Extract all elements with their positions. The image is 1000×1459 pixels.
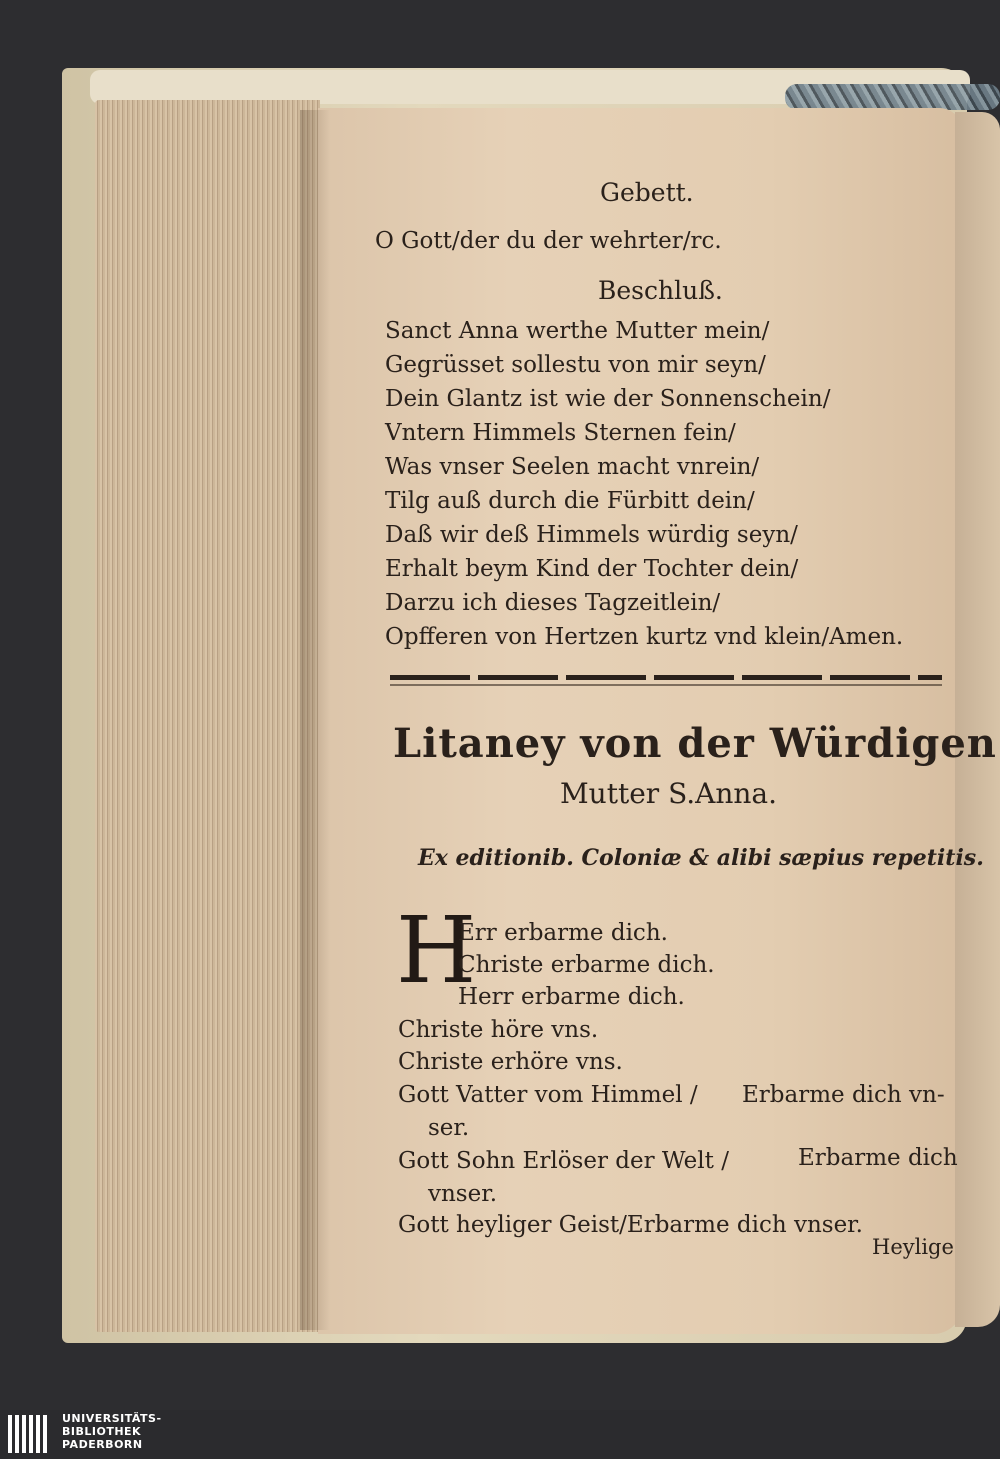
conclusion-heading: Beschluß. — [598, 276, 723, 305]
library-footer — [0, 1410, 1000, 1459]
litany-line: vnser. — [428, 1181, 497, 1207]
headband — [785, 84, 1000, 110]
edition-note: Ex editionib. Coloniæ & alibi sæpius repetitis. — [418, 845, 984, 871]
catchword: Heylige — [872, 1235, 954, 1259]
prayer-line: O Gott/der du der wehrter/rc. — [375, 228, 722, 254]
litany-line: Christe erhöre vns. — [398, 1049, 623, 1075]
verse-line: Tilg auß durch die Fürbitt dein/ — [385, 488, 755, 514]
verse-line: Was vnser Seelen macht vnrein/ — [385, 454, 760, 480]
verse-line: Vntern Himmels Sternen fein/ — [385, 420, 736, 446]
verse-line: Opfferen von Hertzen kurtz vnd klein/Amen. — [385, 624, 904, 650]
litany-response: Erbarme dich vn- — [742, 1082, 945, 1108]
ornamental-rule — [390, 675, 942, 680]
gutter-shadow — [300, 110, 330, 1330]
verse-line: Daß wir deß Himmels würdig seyn/ — [385, 522, 798, 548]
litany-line: Christe höre vns. — [398, 1017, 599, 1043]
litany-line: Herr erbarme dich. — [458, 984, 685, 1010]
page-header: Gebett. — [600, 178, 694, 207]
library-logo-icon — [8, 1415, 50, 1453]
litany-line: ser. — [428, 1115, 470, 1141]
verse-line: Dein Glantz ist wie der Sonnenschein/ — [385, 386, 831, 412]
verse-line: Darzu ich dieses Tagzeitlein/ — [385, 590, 721, 616]
library-name-line: BIBLIOTHEK — [62, 1425, 142, 1438]
verse-line: Sanct Anna werthe Mutter mein/ — [385, 318, 770, 344]
litany-title: Litaney von der Würdigen — [393, 720, 997, 767]
litany-line: Gott Vatter vom Himmel / — [398, 1082, 698, 1108]
litany-line: Christe erbarme dich. — [458, 952, 715, 978]
page-edges — [95, 100, 320, 1332]
library-name-line: UNIVERSITÄTS- — [62, 1412, 162, 1425]
verse-line: Erhalt beym Kind der Tochter dein/ — [385, 556, 799, 582]
drop-cap-initial: H — [396, 897, 477, 1004]
verse-line: Gegrüsset sollestu von mir seyn/ — [385, 352, 766, 378]
ornamental-rule-underline — [390, 684, 942, 686]
litany-line: Gott Sohn Erlöser der Welt / — [398, 1148, 729, 1174]
litany-response: Erbarme dich — [798, 1145, 958, 1171]
library-name-line: PADERBORN — [62, 1438, 143, 1451]
litany-line: Gott heyliger Geist/Erbarme dich vnser. — [398, 1212, 863, 1238]
litany-subtitle: Mutter S.Anna. — [560, 777, 778, 810]
litany-line: Err erbarme dich. — [458, 920, 668, 946]
